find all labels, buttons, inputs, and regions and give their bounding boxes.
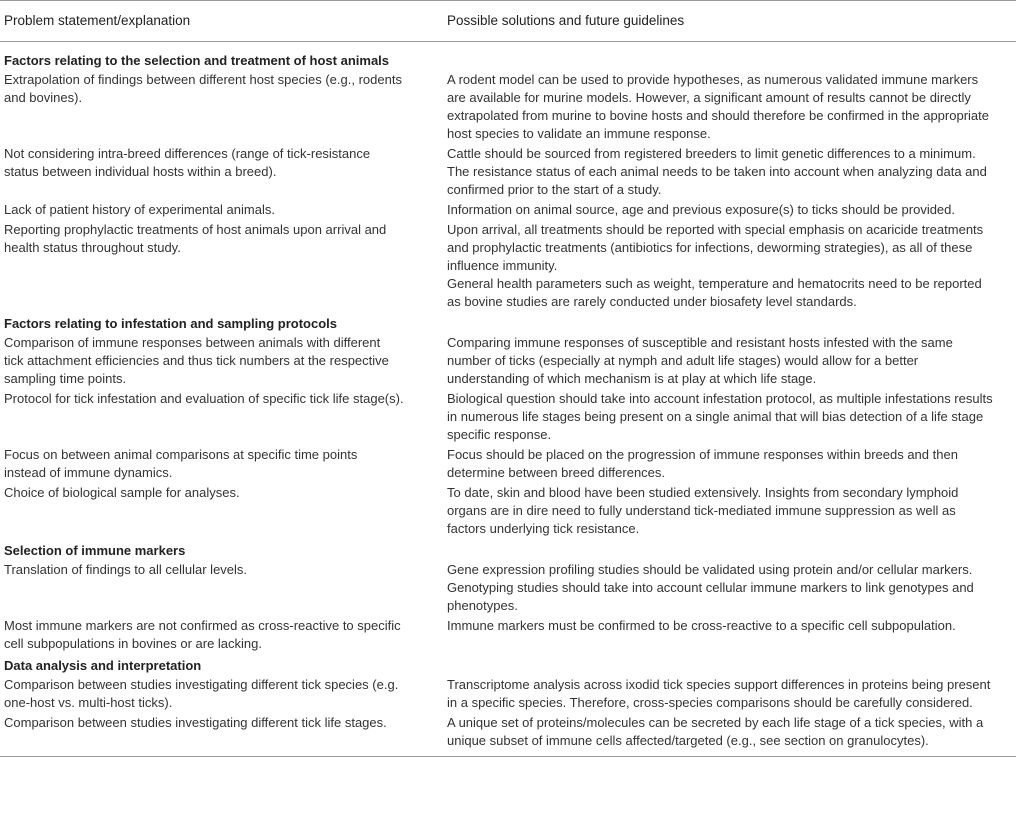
problem-text-line: Most immune markers are not confirmed as cross-reactive to specific xyxy=(4,618,401,633)
solution-text-line: unique subset of immune cells affected/targeted (e.g., see section on granulocytes). xyxy=(447,733,929,748)
solution-text-line: organs are in dire need to fully understand tick-mediated immune suppression as well as xyxy=(447,503,956,518)
solution-text-line: understanding of which mechanism is at play at which life stage. xyxy=(447,371,817,386)
solution-text-line: Information on animal source, age and previous exposure(s) to ticks should be provided. xyxy=(447,202,956,217)
solution-cell xyxy=(440,617,1016,655)
problem-cell xyxy=(0,221,440,313)
solution-cell xyxy=(440,446,1016,484)
section-heading-row xyxy=(0,313,1016,334)
problem-cell xyxy=(0,484,440,540)
table-row xyxy=(0,71,1016,145)
problem-text-line: Comparison of immune responses between animals with different xyxy=(4,335,381,350)
table-row xyxy=(0,145,1016,201)
table-row xyxy=(0,334,1016,390)
problem-text-line: cell subpopulations in bovines or are lacking. xyxy=(4,636,262,651)
solution-cell xyxy=(440,145,1016,201)
problem-cell xyxy=(0,201,440,221)
section-heading: Factors relating to the selection and treatment of host animals xyxy=(4,53,390,68)
problem-cell xyxy=(0,71,440,145)
solution-cell xyxy=(440,484,1016,540)
problem-text-line: one-host vs. multi-host ticks). xyxy=(4,695,173,710)
solution-cell xyxy=(440,390,1016,446)
solution-text-line: in a specific species. Therefore, cross-species comparisons should be carefully considered. xyxy=(447,695,973,710)
solution-text-line: Upon arrival, all treatments should be reported with special emphasis on acaricide treatments xyxy=(447,222,984,237)
solution-text-line: are available for murine models. However, a significant amount of results cannot be directly xyxy=(447,90,971,105)
problem-cell xyxy=(0,561,440,617)
section-heading-row xyxy=(0,655,1016,676)
problem-cell xyxy=(0,390,440,446)
table-row xyxy=(0,617,1016,655)
solution-text-line: Immune markers must be confirmed to be cross-reactive to a specific cell subpopulation. xyxy=(447,618,956,633)
problem-text-line: sampling time points. xyxy=(4,371,127,386)
section-heading: Data analysis and interpretation xyxy=(4,658,202,673)
problem-text-line: Comparison between studies investigating different tick life stages. xyxy=(4,715,387,730)
problem-text-line: and bovines). xyxy=(4,90,83,105)
solution-text-line: Transcriptome analysis across ixodid tick species support differences in proteins being present xyxy=(447,677,991,692)
section-heading-row xyxy=(0,42,1016,72)
solution-text-line: Biological question should take into account infestation protocol, as multiple infestations results xyxy=(447,391,993,406)
problem-text-line: Focus on between animal comparisons at specific time points xyxy=(4,447,358,462)
table-row xyxy=(0,390,1016,446)
solution-text-line: specific response. xyxy=(447,427,552,442)
table-row xyxy=(0,201,1016,221)
solution-text-line: General health parameters such as weight, temperature and hematocrits need to be reported xyxy=(447,276,982,291)
problem-text-line: Not considering intra-breed differences (range of tick-resistance xyxy=(4,146,371,161)
solution-text-line: and prophylactic treatments (antibiotics for infections, deworming strategies), as all of these xyxy=(447,240,973,255)
problem-text-line: Choice of biological sample for analyses. xyxy=(4,485,240,500)
table-row xyxy=(0,676,1016,714)
solution-text-line: host species to validate an immune response. xyxy=(447,126,711,141)
solution-text-line: The resistance status of each animal needs to be taken into account when analyzing data and xyxy=(447,164,987,179)
solution-text-line: Cattle should be sourced from registered breeders to limit genetic differences to a minimum. xyxy=(447,146,976,161)
solution-text-line: influence immunity. xyxy=(447,258,558,273)
solution-text-line: A rodent model can be used to provide hypotheses, as numerous validated immune markers xyxy=(447,72,979,87)
problem-text-line: tick attachment efficiencies and thus tick numbers at the respective xyxy=(4,353,389,368)
solution-text-line: Gene expression profiling studies should be validated using protein and/or cellular markers. xyxy=(447,562,973,577)
table-row xyxy=(0,714,1016,757)
section-heading: Selection of immune markers xyxy=(4,543,186,558)
problem-cell xyxy=(0,446,440,484)
table-body xyxy=(0,42,1016,757)
problem-cell xyxy=(0,617,440,655)
problem-text-line: Extrapolation of findings between different host species (e.g., rodents xyxy=(4,72,402,87)
solution-cell xyxy=(440,201,1016,221)
problem-text-line: Lack of patient history of experimental animals. xyxy=(4,202,275,217)
solution-text-line: number of ticks (especially at nymph and adult life stages) would allow for a better xyxy=(447,353,919,368)
solution-cell xyxy=(440,334,1016,390)
solution-text-line: factors underlying tick resistance. xyxy=(447,521,640,536)
table-row xyxy=(0,446,1016,484)
solution-text-line: phenotypes. xyxy=(447,598,518,613)
table-row xyxy=(0,561,1016,617)
solution-text-line: Genotyping studies should take into account cellular immune markers to link genotypes and xyxy=(447,580,974,595)
solution-text-line: Comparing immune responses of susceptible and resistant hosts infested with the same xyxy=(447,335,953,350)
solution-text-line: confirmed prior to the start of a study. xyxy=(447,182,662,197)
header-problem: Problem statement/explanation xyxy=(0,1,440,42)
header-solution: Possible solutions and future guidelines xyxy=(440,1,1016,42)
solution-text-line: determine between breed differences. xyxy=(447,465,666,480)
solution-text-line: To date, skin and blood have been studied extensively. Insights from secondary lymphoid xyxy=(447,485,959,500)
solution-cell xyxy=(440,676,1016,714)
problem-cell xyxy=(0,334,440,390)
problem-text-line: Translation of findings to all cellular levels. xyxy=(4,562,248,577)
table-row xyxy=(0,484,1016,540)
section-heading-row xyxy=(0,540,1016,561)
table-row xyxy=(0,221,1016,313)
problem-text-line: Protocol for tick infestation and evaluation of specific tick life stage(s). xyxy=(4,391,404,406)
section-heading: Factors relating to infestation and sampling protocols xyxy=(4,316,337,331)
solution-cell xyxy=(440,71,1016,145)
problem-cell xyxy=(0,676,440,714)
solution-text-line: as bovine studies are rarely conducted under biosafety level standards. xyxy=(447,294,857,309)
solution-text-line: extrapolated from murine to bovine hosts and should therefore be confirmed in the appropriate xyxy=(447,108,989,123)
table-header-row xyxy=(0,1,1016,42)
problem-text-line: Comparison between studies investigating different tick species (e.g. xyxy=(4,677,399,692)
solution-text-line: Focus should be placed on the progression of immune responses within breeds and then xyxy=(447,447,958,462)
solution-text-line: in numerous life stages being present on a single animal that will bias detection of a life stage xyxy=(447,409,984,424)
problem-cell xyxy=(0,714,440,757)
solution-cell xyxy=(440,714,1016,757)
solution-text-line: A unique set of proteins/molecules can be secreted by each life stage of a tick species, with a xyxy=(447,715,984,730)
problem-text-line: status between individual hosts within a breed). xyxy=(4,164,277,179)
problem-text-line: health status throughout study. xyxy=(4,240,181,255)
problem-cell xyxy=(0,145,440,201)
solution-cell xyxy=(440,221,1016,313)
problem-text-line: Reporting prophylactic treatments of host animals upon arrival and xyxy=(4,222,387,237)
solution-cell xyxy=(440,561,1016,617)
problem-text-line: instead of immune dynamics. xyxy=(4,465,173,480)
